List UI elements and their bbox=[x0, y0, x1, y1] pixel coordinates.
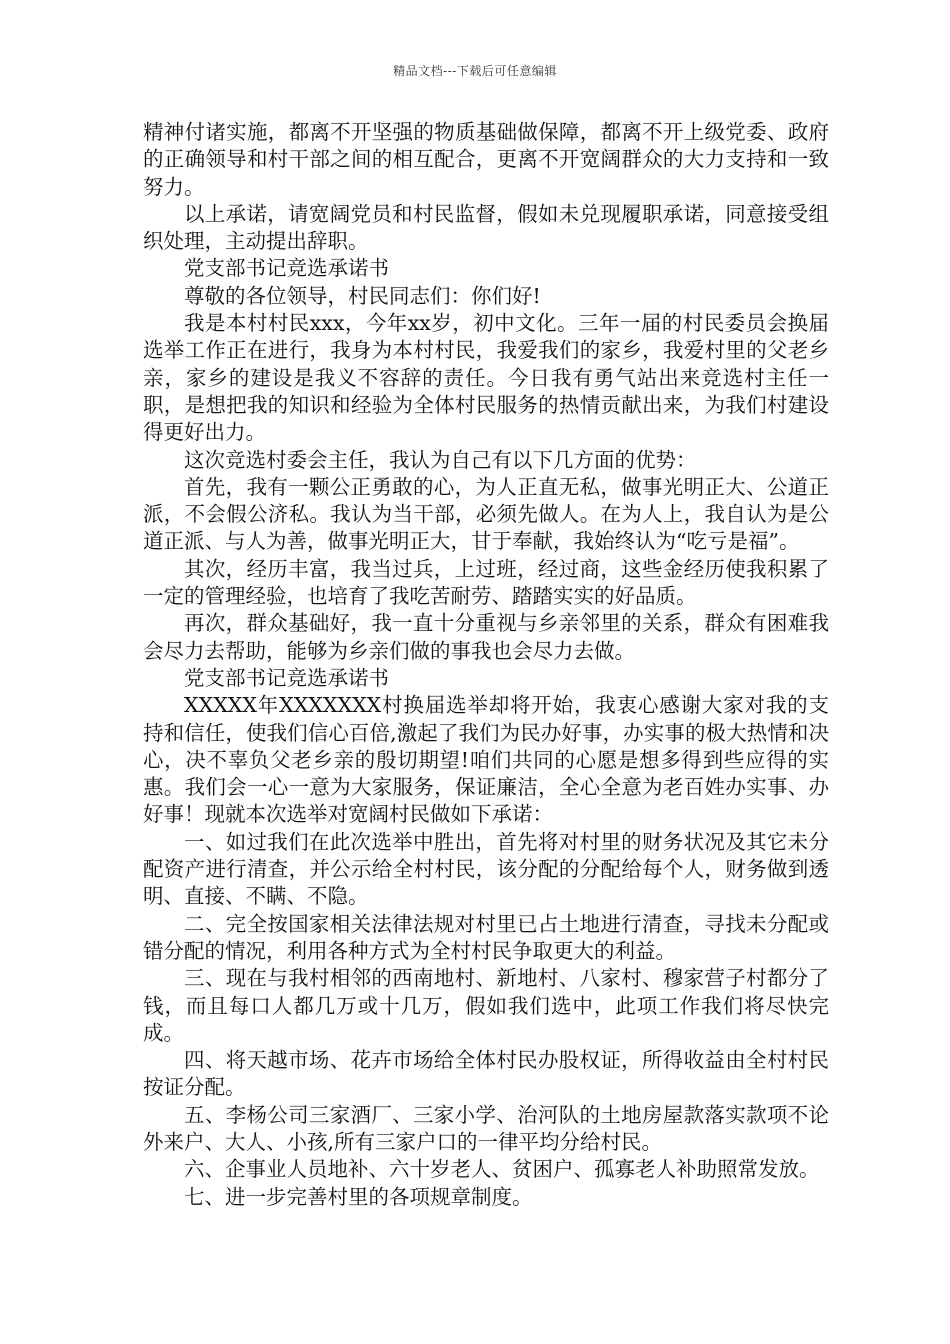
list-item: 四、将天越市场、花卉市场给全体村民办股权证，所得收益由全村村民按证分配。 bbox=[143, 1048, 829, 1100]
list-item: 七、进一步完善村里的各项规章制度。 bbox=[184, 1184, 533, 1209]
document-body bbox=[143, 119, 829, 1211]
paragraph: 精神付诸实施，都离不开坚强的物质基础做保障，都离不开上级党委、政府的正确领导和村干部之间的相互配合，更离不开宽阔群众的大力支持和一致努力。 bbox=[143, 120, 829, 199]
paragraph: 其次，经历丰富，我当过兵，上过班，经过商，这些金经历使我积累了一定的管理经验，也培育了我吃苦耐劳、踏踏实实的好品质。 bbox=[143, 556, 829, 609]
paragraph: 这次竞选村委会主任，我认为自己有以下几方面的优势： bbox=[184, 447, 697, 472]
list-item: 六、企事业人员地补、六十岁老人、贫困户、孤寡老人补助照常发放。 bbox=[184, 1157, 820, 1182]
paragraph: 再次，群众基础好，我一直十分重视与乡亲邻里的关系，群众有困难我会尽力去帮助，能够为乡亲们做的事我也会尽力去做。 bbox=[143, 611, 829, 663]
salutation: 尊敬的各位领导，村民同志们：你们好! bbox=[184, 283, 541, 308]
paragraph: 我是本村村民xxx，今年xx岁，初中文化。三年一届的村民委员会换届选举工作正在进行，我身为本村村民，我爱我们的家乡，我爱村里的父老乡亲，家乡的建设是我义不容辞的责任。今日我有勇气站出来竞选村主任一职，是想把我的知识和经验为全体村民服务的热情贡献出来，为我们村建设得更好出力。 bbox=[143, 311, 829, 445]
page-header: 精品文档---下载后可任意编辑 bbox=[393, 64, 557, 78]
list-item: 二、完全按国家相关法律法规对村里已占土地进行清查，寻找未分配或错分配的情况，利用各种方式为全村村民争取更大的利益。 bbox=[143, 911, 829, 963]
list-item: 一、如过我们在此次选举中胜出，首先将对村里的财务状况及其它未分配资产进行清查，并公示给全村村民，该分配的分配给每个人，财务做到透明、直接、不瞒、不隐。 bbox=[143, 829, 829, 909]
section-heading: 党支部书记竞选承诺书 bbox=[184, 665, 389, 690]
paragraph: 首先，我有一颗公正勇敢的心，为人正直无私，做事光明正大、公道正派，不会假公济私。我认为当干部，必须先做人。在为人上，我自认为是公道正派、与人为善，做事光明正大，甘于奉献，我始终认为“吃亏是福”。 bbox=[143, 474, 829, 554]
list-item: 五、李杨公司三家酒厂、三家小学、治河队的土地房屋款落实款项不论外来户、大人、小孩,所有三家户口的一律平均分给村民。 bbox=[143, 1102, 829, 1154]
paragraph: XXXXX年XXXXXXX村换届选举却将开始，我衷心感谢大家对我的支持和信任，使我们信心百倍,激起了我们为民办好事，办实事的极大热情和决心，决不辜负父老乡亲的殷切期望!咱们共同的心愿是想多得到些应得的实惠。我们会一心一意为大家服务，保证廉洁，全心全意为老百姓办实事、办好事！现就本次选举对宽阔村民做如下承诺： bbox=[143, 693, 829, 827]
list-item: 三、现在与我村相邻的西南地村、新地村、八家村、穆家营子村都分了钱，而且每口人都几万或十几万，假如我们选中，此项工作我们将尽快完成。 bbox=[143, 966, 829, 1045]
section-heading: 党支部书记竞选承诺书 bbox=[184, 256, 389, 281]
paragraph: 以上承诺，请宽阔党员和村民监督，假如未兑现履职承诺，同意接受组织处理，主动提出辞职。 bbox=[143, 201, 829, 254]
